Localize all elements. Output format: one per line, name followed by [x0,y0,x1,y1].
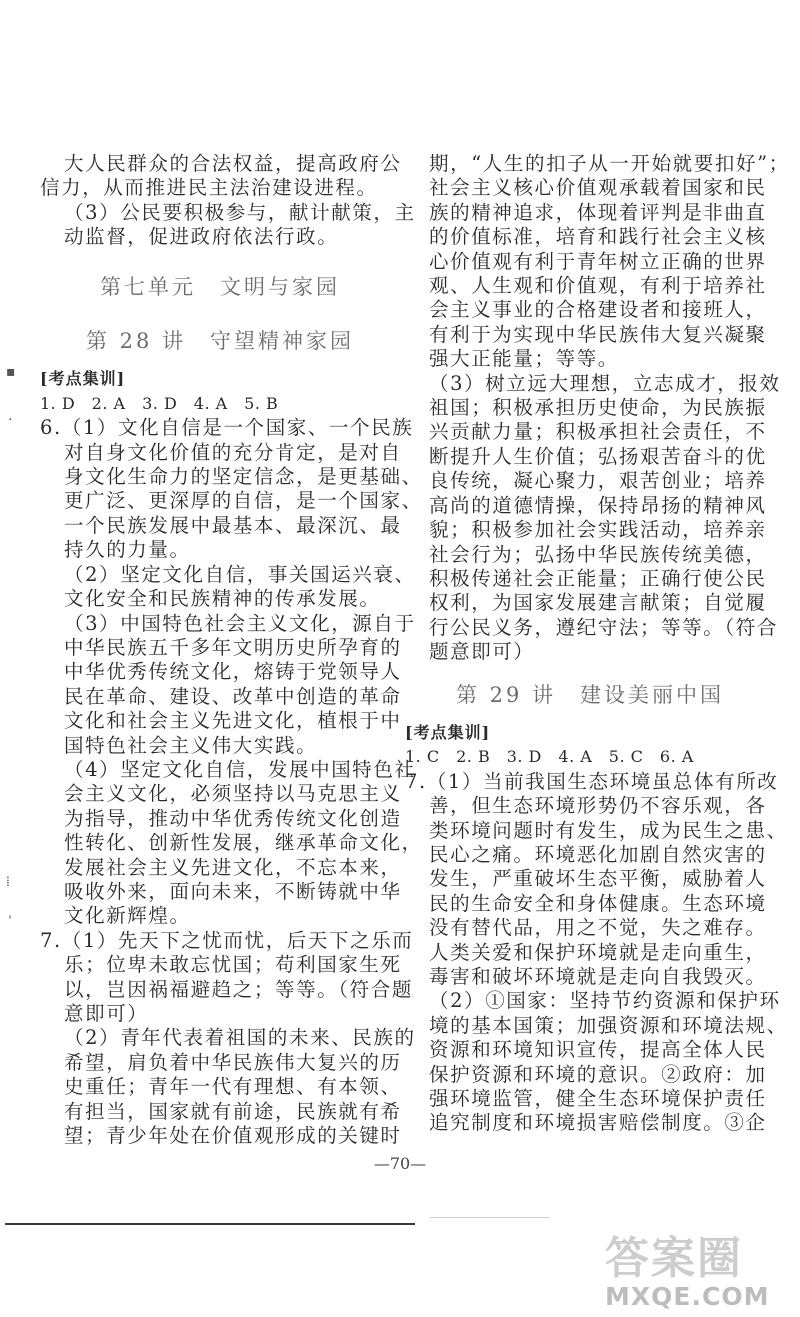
q7-line: 民心之痛。环境恶化加剧自然灾害的 [429,842,767,866]
unit-title: 第七单元 文明与家园 [100,274,340,299]
q6-line: 文化和社会主义先进文化，植根于中 [64,709,402,733]
q6-line: 更广泛、更深厚的自信，是一个国家、 [64,489,423,513]
q7-line: 民的生命安全和身体健康。生态环境 [429,891,767,915]
text-line: 权利，为国家发展建言献策；自觉履 [429,591,767,615]
q7-line: 人类关爱和保护环境就是走向重生， [429,940,767,964]
text-line: 有利于为实现中华民族伟大复兴凝聚 [429,322,767,346]
q7-line: 意即可） [64,1002,149,1025]
text-line: （3）公民要积极参与，献计献策，主 [64,200,416,224]
scan-mark: ˈ [8,914,12,930]
text-line: 社会主义核心价值观承载着国家和民 [429,176,767,200]
scan-mark: · [8,412,13,428]
q6-line: （2）坚定文化自信，事关国运兴衰、 [64,562,416,586]
q6-line: 中华优秀传统文化，熔铸于党领导人 [64,660,402,684]
text-line: 祖国；积极承担历史使命，为民族振 [429,396,767,420]
answers-1-6: 1. C 2. B 3. D 4. A 5. C 6. A [405,747,694,767]
scan-mark: ▪ [6,364,16,380]
q7-line: 乐；位卑未敢忘忧国；苟利国家生死 [64,953,402,977]
q6-line: 6.（1）文化自信是一个国家、一个民族 [40,416,414,440]
scan-mark: ⁞ [6,874,10,890]
q6-line: 文化安全和民族精神的传承发展。 [64,587,381,611]
text-line: 社会行为；弘扬中华民族传统美德， [429,542,767,566]
text-line: 题意即可） [429,640,535,664]
q6-line: 一个民族发展中最基本、最深沉、最 [64,513,402,537]
q7-line: 资源和环境知识宣传，提高全体人民 [429,1038,767,1062]
q7-line: 追究制度和环境损害赔偿制度。③企 [429,1111,767,1135]
text-line: 期，“人生的扣子从一开始就要扣好”； [429,152,790,175]
q6-line: 文化新辉煌。 [64,904,191,928]
text-line: 会主义事业的合格建设者和接班人， [429,298,767,322]
text-line: 族的精神追求，体现着评判是非曲直 [429,200,767,224]
q7-line: 望；青少年处在价值观形成的关键时 [64,1124,402,1148]
text-line: 断提升人生价值；弘扬艰苦奋斗的优 [429,444,767,468]
lesson-29-title: 第 29 讲 建设美丽中国 [455,682,725,707]
q6-line: 性转化、创新性发展，继承革命文化， [64,831,423,855]
q6-line: 为指导，推动中华优秀传统文化创造 [64,806,402,830]
q7-line: 以，岂因祸福避趋之；等等。（符合题 [64,977,413,1001]
q7-line: 史重任；青年一代有理想、有本领、 [64,1075,402,1099]
text-line: 强大正能量；等等。 [429,347,619,371]
watermark-text: 答案圈 [605,1233,743,1284]
q7-line: 有担当，国家就有前途，民族就有希 [64,1099,402,1123]
bottom-rule [5,1223,415,1225]
text-line: 兴贡献力量；积极承担社会责任，不 [429,420,767,444]
q6-line: （3）中国特色社会主义文化，源自于 [64,611,416,635]
q7-line: 希望，肩负着中华民族伟大复兴的历 [64,1050,402,1074]
q6-line: 吸收外来，面向未来，不断铸就中华 [64,879,402,903]
text-line: 貌；积极参加社会实践活动，培养亲 [429,518,767,542]
q6-line: 中华民族五千多年文明历史所孕育的 [64,635,402,659]
text-line: 大人民群众的合法权益，提高政府公 [64,152,402,175]
text-line: 动监督，促进政府依法行政。 [64,225,339,249]
q7-line: 保护资源和环境的意识。②政府：加 [429,1062,767,1086]
q7-line: 7.（1）先天下之忧而忧，后天下之乐而 [40,928,414,952]
q7-line: 类环境问题时有发生，成为民生之患、 [429,818,788,842]
q6-line: （4）坚定文化自信，发展中国特色社 [64,757,416,781]
lesson-28-title: 第 28 讲 守望精神家园 [85,329,355,354]
text-line: 高尚的道德情操，保持昂扬的精神风 [429,493,767,517]
text-line: 良传统，凝心聚力，艰苦创业；培养 [429,469,767,493]
bottom-rule-faint [430,1217,550,1218]
q7-line: 7.（1）当前我国生态环境虽总体有所改 [405,769,779,793]
q6-line: 国特色社会主义伟大实践。 [64,733,318,757]
watermark-url: MXQE.COM [605,1282,770,1311]
page-number: —70— [373,1154,427,1173]
text-line: （3）树立远大理想，立志成才，报效 [429,371,781,395]
left-column [40,152,423,1148]
text-line: 行公民义务，遵纪守法；等等。（符合 [429,615,778,639]
watermark-logo [605,1222,800,1317]
q7-line: 毒害和破坏环境就是走向自我毁灭。 [429,965,767,988]
q6-line: 对自身文化价值的充分肯定，是对自 [64,440,402,464]
answers-1-5: 1. D 2. A 3. D 4. A 5. B [40,393,279,413]
text-line: 积极传递社会正能量；正确行使公民 [429,566,767,590]
section-label: [考点集训] [405,722,491,742]
q7-line: 境的基本国策；加强资源和环境法规、 [429,1013,788,1037]
q7-line: 没有替代品，用之不觉，失之难存。 [429,916,767,940]
q7-line: 善，但生态环境形势仍不容乐观，各 [429,794,767,818]
text-line: 观、人生观和价值观，有利于培养社 [429,274,767,298]
section-label: [考点集训] [40,369,126,389]
q7-line: （2）①国家：坚持节约资源和保护环 [429,989,781,1013]
q6-line: 身文化生命力的坚定信念，是更基础、 [64,465,423,489]
q6-line: 会主义文化，必须坚持以马克思主义 [64,782,402,806]
text-line: 的价值标准，培育和践行社会主义核 [429,225,767,249]
q7-line: 发生，严重破坏生态平衡，威胁着人 [429,867,767,891]
q7-line: 强环境监管，健全生态环境保护责任 [429,1087,767,1111]
right-column [405,152,790,1136]
text-line: 信力，从而推进民主法治建设进程。 [40,176,378,200]
text-line: 心价值观有利于青年树立正确的世界 [429,249,767,273]
q6-line: 持久的力量。 [64,538,191,562]
q7-line: （2）青年代表着祖国的未来、民族的 [64,1026,416,1050]
q6-line: 民在革命、建设、改革中创造的革命 [64,684,402,708]
q6-line: 发展社会主义先进文化，不忘本来， [64,855,402,879]
